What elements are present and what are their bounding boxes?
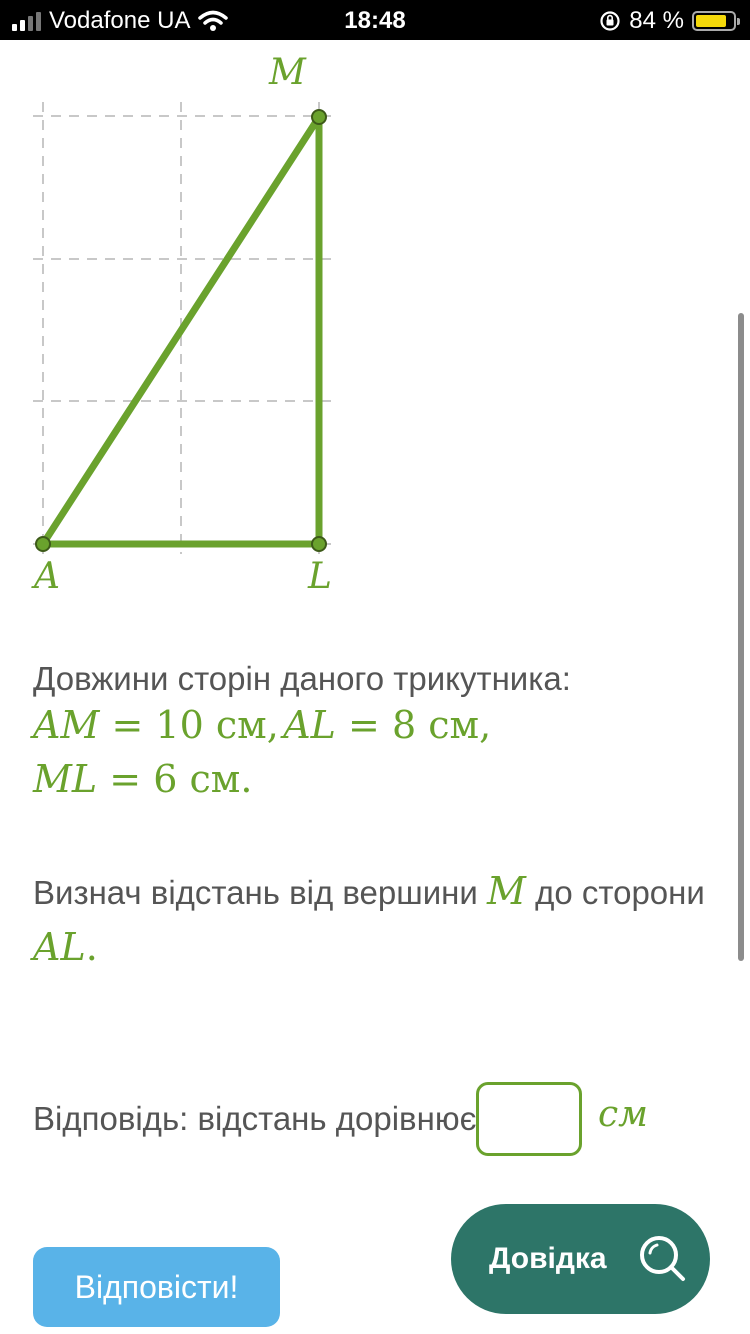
help-button[interactable] (451, 1204, 710, 1314)
answer-label: Відповідь: відстань дорівнює (33, 1100, 477, 1137)
vertex-label-a: A (34, 556, 60, 597)
vertex-a-point (36, 537, 50, 551)
triangle-diagram (0, 40, 400, 610)
answer-unit: см (598, 1094, 649, 1135)
battery-icon (692, 11, 736, 31)
problem-question: Визнач відстань від вершини M до сторони AL. (33, 869, 705, 969)
battery-percent: 84 % (629, 7, 684, 34)
sides-line-1 (33, 703, 491, 747)
side-ml-formula: ML = 6 см. (33, 757, 253, 801)
submit-button-label: Відповісти! (74, 1268, 239, 1305)
sides-line-2 (33, 757, 252, 801)
status-time: 18:48 (344, 7, 406, 34)
vertex-label-l: L (308, 556, 332, 597)
question-vertex: M (486, 869, 526, 913)
question-side: AL. (33, 925, 98, 969)
help-button-label: Довідка (489, 1242, 607, 1275)
scrollbar[interactable] (738, 313, 744, 961)
vertex-m-point (312, 110, 326, 124)
status-right (599, 7, 736, 35)
search-icon (637, 1233, 689, 1285)
carrier-name: Vodafone UA (49, 7, 191, 34)
orientation-lock-icon (599, 10, 621, 32)
submit-button[interactable] (33, 1247, 280, 1327)
problem-intro: Довжини сторін даного трикутника: (33, 660, 571, 697)
vertex-l-point (312, 537, 326, 551)
triangle-figure (0, 40, 400, 610)
vertex-label-m: M (269, 52, 306, 93)
status-bar (0, 0, 750, 40)
side-am-formula: AM = 10 см, (33, 703, 279, 747)
answer-input[interactable] (476, 1082, 582, 1156)
side-al-formula: AL = 8 см, (283, 703, 492, 747)
